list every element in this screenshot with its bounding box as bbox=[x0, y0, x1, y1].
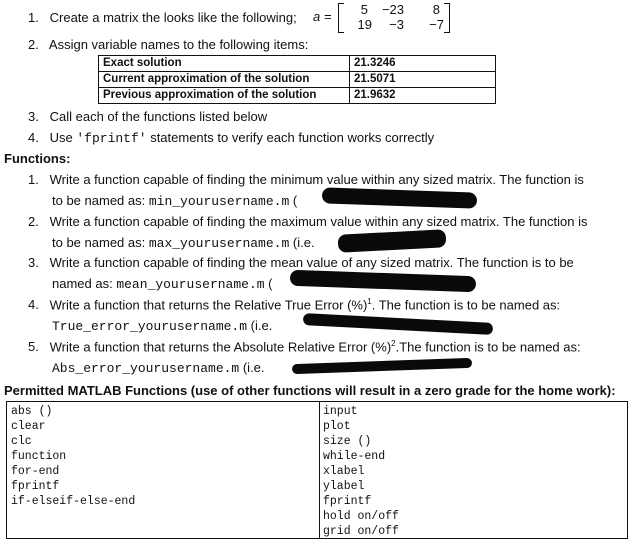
code-text: min_yourusername.m bbox=[148, 194, 290, 209]
list-item: 4. Write a function that returns the Relative True Error (%)$^1$. The function is to be named as: bbox=[28, 297, 561, 313]
list-item: while-end bbox=[323, 450, 386, 463]
table-row bbox=[99, 72, 496, 88]
list-item: 2. Assign variable names to the following items: bbox=[28, 37, 309, 52]
list-item: grid on/off bbox=[323, 525, 399, 538]
variable-label: Previous approximation of the solution bbox=[99, 88, 350, 104]
variable-label: Current approximation of the solution bbox=[99, 72, 350, 88]
function-name-line: True_error_yourusername.m (i.e. bbox=[52, 318, 273, 334]
list-item: 3. Call each of the functions listed below bbox=[28, 109, 268, 124]
list-item: input bbox=[323, 405, 358, 418]
variable-value: 21.9632 bbox=[350, 88, 496, 104]
permitted-heading: Permitted MATLAB Functions (use of other functions will result in a zero grade for the home work): bbox=[4, 383, 616, 398]
redaction-mark bbox=[338, 229, 447, 253]
permitted-right-column bbox=[323, 404, 399, 539]
list-item: 3. Write a function capable of finding the mean value of any sized matrix. The function is to be bbox=[28, 255, 574, 270]
functions-heading: Functions: bbox=[4, 151, 71, 166]
list-item: function bbox=[11, 450, 67, 463]
code-text: max_yourusername.m bbox=[148, 236, 290, 251]
instruction-text: Create a matrix the looks like the following; bbox=[49, 10, 297, 25]
list-item: 1. Create a matrix the looks like the following; bbox=[28, 10, 297, 25]
variable-label: Exact solution bbox=[99, 56, 350, 72]
redaction-mark bbox=[290, 270, 476, 292]
permitted-left-column bbox=[11, 404, 135, 509]
permitted-functions-box bbox=[6, 401, 628, 539]
function-name-line: to be named as: min_yourusername.m ( bbox=[52, 193, 298, 209]
list-item: hold on/off bbox=[323, 510, 399, 523]
variable-value: 21.5071 bbox=[350, 72, 496, 88]
column-divider bbox=[319, 402, 320, 538]
matrix-cell: 8 bbox=[432, 2, 440, 17]
list-item: 5. Write a function that returns the Absolute Relative Error (%)$^2$.The function is to be named as: bbox=[28, 339, 581, 355]
list-item: xlabel bbox=[323, 465, 365, 478]
list-item: 4. Use 'fprintf' statements to verify each function works correctly bbox=[28, 130, 435, 146]
code-text: Abs_error_yourusername.m bbox=[52, 361, 240, 376]
function-name-line: Abs_error_yourusername.m (i.e. bbox=[52, 360, 265, 376]
list-item: fprintf bbox=[323, 495, 372, 508]
list-item: clear bbox=[11, 420, 46, 433]
redaction-mark bbox=[303, 313, 493, 335]
instruction-text: Call each of the functions listed below bbox=[49, 109, 268, 124]
redaction-mark bbox=[322, 187, 477, 208]
list-item: clc bbox=[11, 435, 32, 448]
matrix-cell: 19 bbox=[357, 17, 372, 32]
matrix-cell: 5 bbox=[360, 2, 368, 17]
code-text: 'fprintf' bbox=[76, 131, 147, 146]
matrix-label: a = bbox=[313, 9, 332, 24]
list-item: plot bbox=[323, 420, 351, 433]
list-item: for-end bbox=[11, 465, 60, 478]
table-row bbox=[99, 88, 496, 104]
matrix-cell: −7 bbox=[429, 17, 444, 32]
list-item: abs () bbox=[11, 405, 53, 418]
table-row bbox=[99, 56, 496, 72]
list-item: if-elseif-else-end bbox=[11, 495, 136, 508]
function-name-line: named as: mean_yourusername.m ( bbox=[52, 276, 273, 292]
list-item: 1. Write a function capable of finding the minimum value within any sized matrix. The function is bbox=[28, 172, 584, 187]
code-text: True_error_yourusername.m bbox=[52, 319, 248, 334]
list-item: 2. Write a function capable of finding the maximum value within any sized matrix. The function is bbox=[28, 214, 588, 229]
matrix-cell: −3 bbox=[389, 17, 404, 32]
redaction-mark bbox=[292, 358, 472, 374]
function-name-line: to be named as: max_yourusername.m (i.e. bbox=[52, 235, 315, 251]
matrix-bracket-right bbox=[444, 3, 450, 33]
code-text: mean_yourusername.m bbox=[116, 277, 265, 292]
instruction-text: Assign variable names to the following items: bbox=[48, 37, 309, 52]
list-item: size () bbox=[323, 435, 372, 448]
matrix-cell: −23 bbox=[381, 2, 404, 17]
list-item: ylabel bbox=[323, 480, 365, 493]
variable-value: 21.3246 bbox=[350, 56, 496, 72]
list-item: fprintf bbox=[11, 480, 60, 493]
variables-table bbox=[98, 55, 496, 104]
matrix-a bbox=[338, 1, 450, 35]
